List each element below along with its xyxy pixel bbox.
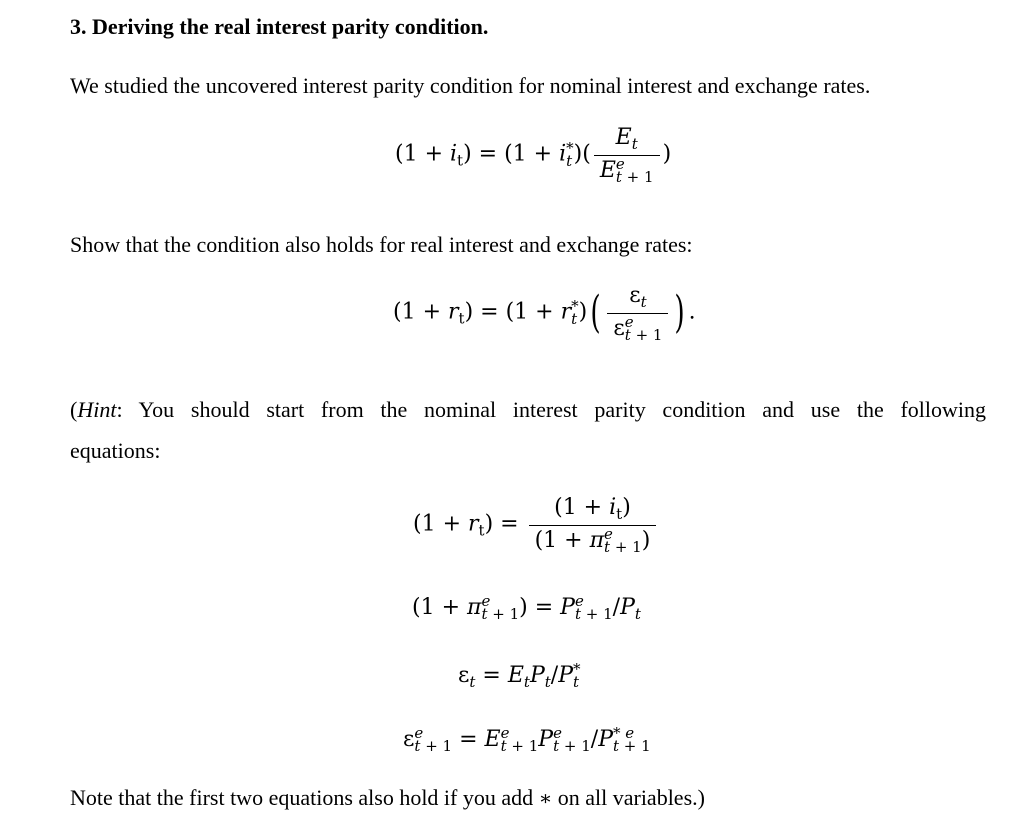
intro-paragraph: We studied the uncovered interest parity condition for nominal interest and exchange rates. <box>70 73 871 98</box>
real-uip-equation: $(1 + r_t) = (1 + r$ * t )( $\varepsilon_t$ ε e t + 1 ) . <box>393 283 696 344</box>
expected-real-exchange-rate-equation: ε e t + 1 = E e t + 1 P e t + 1 /P * e t + 1 <box>403 724 651 755</box>
hint-line-1: (Hint: You should start from the nominal interest parity condition and use the following <box>70 397 986 422</box>
asterisk-symbol: ∗ <box>538 788 553 810</box>
real-exchange-rate-equation: $\varepsilon_t = E_tP_t/P$ * t <box>458 660 581 691</box>
real-rate-equation: $(1 + r_t)$ = $(1 + i_t)$ (1 + π e t + 1 ) <box>413 495 659 554</box>
hint-word: Hint <box>77 397 117 422</box>
nominal-uip-equation: $(1 + i_t) = (1 + i$ * t )( $E_t$ E e t + 1 ) <box>395 125 672 186</box>
show-paragraph: Show that the condition also holds for real interest and exchange rates: <box>70 232 693 257</box>
note-paragraph: Note that the first two equations also hold if you add ∗ on all variables.) <box>70 785 705 810</box>
inflation-equation: (1 + π e t + 1 ) = P e t + 1 $/P_t$ <box>412 592 641 623</box>
hint-line-2: equations: <box>70 438 161 463</box>
problem-heading: 3. Deriving the real interest parity condition. <box>70 14 489 39</box>
